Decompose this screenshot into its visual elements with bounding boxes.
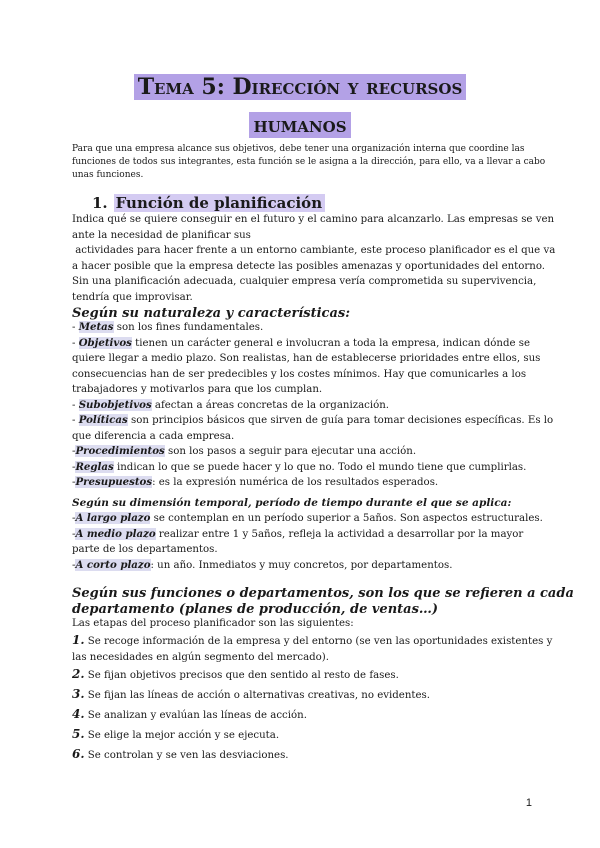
- item-continuation: quiere llegar a medio plazo. Son realistas, han de establecerse prioridades entre ellos, sus: [72, 353, 541, 364]
- list-item-procedimientos: [72, 444, 534, 460]
- step-number: 5.: [72, 727, 85, 741]
- step-text: Se recoge información de la empresa y del entorno (se ven las oportunidades existentes y: [84, 635, 553, 647]
- step-3: [72, 685, 534, 705]
- heading-temporal: Según su dimensión temporal, período de tiempo durante el que se aplica:: [72, 497, 512, 509]
- term-presupuestos: Presupuestos: [75, 476, 153, 488]
- list-item-reglas: [72, 460, 534, 476]
- step-2: [72, 665, 534, 685]
- paragraph-line: Sin una planificación adecuada, cualquier empresa vería comprometida su supervivencia,: [72, 276, 537, 287]
- term-procedimientos: Procedimientos: [75, 445, 165, 457]
- item-prefix: -: [72, 446, 76, 457]
- item-continuation: trabajadores y motivarlos para que los cumplan.: [72, 384, 323, 395]
- item-prefix: -: [72, 477, 76, 488]
- item-prefix: -: [72, 513, 76, 524]
- list-item-objetivos: [72, 336, 534, 352]
- step-text: Se fijan las líneas de acción o alternativas creativas, no evidentes.: [84, 690, 430, 701]
- section-number: 1.: [92, 194, 108, 212]
- step-4: [72, 705, 534, 725]
- title-highlight-2: humanos: [249, 112, 350, 138]
- item-prefix: -: [72, 461, 76, 473]
- list-item-politicas: [72, 413, 554, 429]
- item-prefix: -: [72, 399, 79, 411]
- list-item-metas: [72, 320, 534, 336]
- title-highlight-1: Tema 5: Dirección y recursos: [134, 74, 467, 100]
- step-number: 3.: [72, 687, 85, 701]
- list-item-corto-plazo: [72, 558, 534, 574]
- title-line-1: [0, 72, 600, 102]
- term-subobjetivos: Subobjetivos: [78, 398, 152, 411]
- item-text: indican lo que se puede hacer y lo que no. Todo el mundo tiene que cumplirlas.: [113, 461, 527, 473]
- step-6: [72, 745, 534, 765]
- intro-line: Para que una empresa alcance sus objetivos, debe tener una organización interna que coordine las: [72, 144, 525, 154]
- item-text: son los pasos a seguir para ejecutar una acción.: [164, 446, 417, 457]
- item-continuation: consecuencias han de ser predecibles y los costes mínimos. Hay que comunicarles a los: [72, 368, 527, 380]
- paragraph-line: tendría que improvisar.: [72, 291, 193, 303]
- term-corto-plazo: A corto plazo: [75, 558, 151, 571]
- item-continuation: parte de los departamentos.: [72, 544, 218, 555]
- item-text: tienen un carácter general e involucran a toda la empresa, indican dónde se: [131, 337, 531, 349]
- paragraph-planificacion: [72, 212, 556, 305]
- item-prefix: -: [72, 559, 76, 571]
- item-prefix: -: [72, 528, 76, 540]
- step-text: Se fijan objetivos precisos que den sentido al resto de fases.: [84, 670, 399, 681]
- item-prefix: -: [72, 415, 79, 426]
- step-number: 1.: [72, 632, 85, 647]
- term-medio-plazo: A medio plazo: [75, 527, 156, 540]
- step-text: Se elige la mejor acción y se ejecuta.: [84, 730, 280, 741]
- term-objetivos: Objetivos: [78, 336, 132, 349]
- section-heading-planificacion: [92, 193, 325, 213]
- item-prefix: -: [72, 322, 79, 333]
- intro-line: unas funciones.: [72, 170, 144, 180]
- term-largo-plazo: A largo plazo: [75, 512, 151, 524]
- heading-naturaleza: Según su naturaleza y características:: [72, 306, 351, 321]
- item-text: : es la expresión numérica de los resultados esperados.: [152, 477, 439, 488]
- step-number: 2.: [72, 667, 85, 681]
- step-text: Se controlan y se ven las desviaciones.: [84, 750, 289, 761]
- list-item-subobjetivos: [72, 398, 534, 414]
- item-text: son principios básicos que sirven de guía para tomar decisiones específicas. Es lo: [127, 415, 554, 426]
- item-continuation: que diferencia a cada empresa.: [72, 430, 235, 442]
- item-text: : un año. Inmediatos y muy concretos, por departamentos.: [150, 559, 453, 571]
- list-temporal: [72, 511, 543, 573]
- paragraph-line: Indica qué se quiere conseguir en el futuro y el camino para alcanzarlo. Las empresas se ven: [72, 214, 555, 225]
- section-title: Función de planificación: [114, 194, 325, 212]
- item-text: afectan a áreas concretas de la organización.: [151, 399, 390, 411]
- list-item-presupuestos: [72, 475, 534, 491]
- paragraph-line: actividades para hacer frente a un entorno cambiante, este proceso planificador es el que va: [72, 245, 556, 256]
- paragraph-line: ante la necesidad de planificar sus: [72, 229, 251, 241]
- title-line-2: [0, 110, 600, 140]
- term-metas: Metas: [78, 321, 114, 333]
- step-5: [72, 725, 534, 745]
- intro-line: funciones de todos sus integrantes, esta función se le asigna a la dirección, para ello, va a llevar a cabo: [72, 157, 546, 167]
- item-text: se contemplan en un período superior a 5años. Son aspectos estructurales.: [150, 513, 543, 524]
- item-text: realizar entre 1 y 5años, refleja la actividad a desarrollar por la mayor: [155, 528, 524, 540]
- step-number: 4.: [72, 707, 85, 721]
- etapas-intro: Las etapas del proceso planificador son las siguientes:: [72, 618, 354, 629]
- step-1: [72, 632, 553, 650]
- step-text: Se analizan y evalúan las líneas de acción.: [84, 710, 307, 721]
- item-text: son los fines fundamentales.: [113, 322, 264, 333]
- step-continuation: las necesidades en algún segmento del mercado).: [72, 651, 330, 663]
- item-prefix: -: [72, 337, 79, 349]
- term-politicas: Políticas: [78, 414, 128, 426]
- page-number: 1: [525, 797, 532, 809]
- list-naturaleza: [72, 320, 554, 491]
- heading-funciones-2: departamento (planes de producción, de ventas…): [72, 602, 439, 617]
- list-item-largo-plazo: [72, 511, 543, 527]
- list-etapas: [72, 616, 553, 765]
- intro-paragraph: [72, 143, 546, 182]
- paragraph-line: a hacer posible que la empresa detecte las posibles amenazas y oportunidades del entorno.: [72, 260, 546, 272]
- term-reglas: Reglas: [75, 460, 114, 473]
- heading-funciones-1: Según sus funciones o departamentos, son los que se refieren a cada: [72, 586, 574, 601]
- list-item-medio-plazo: [72, 527, 534, 543]
- step-number: 6.: [72, 747, 85, 761]
